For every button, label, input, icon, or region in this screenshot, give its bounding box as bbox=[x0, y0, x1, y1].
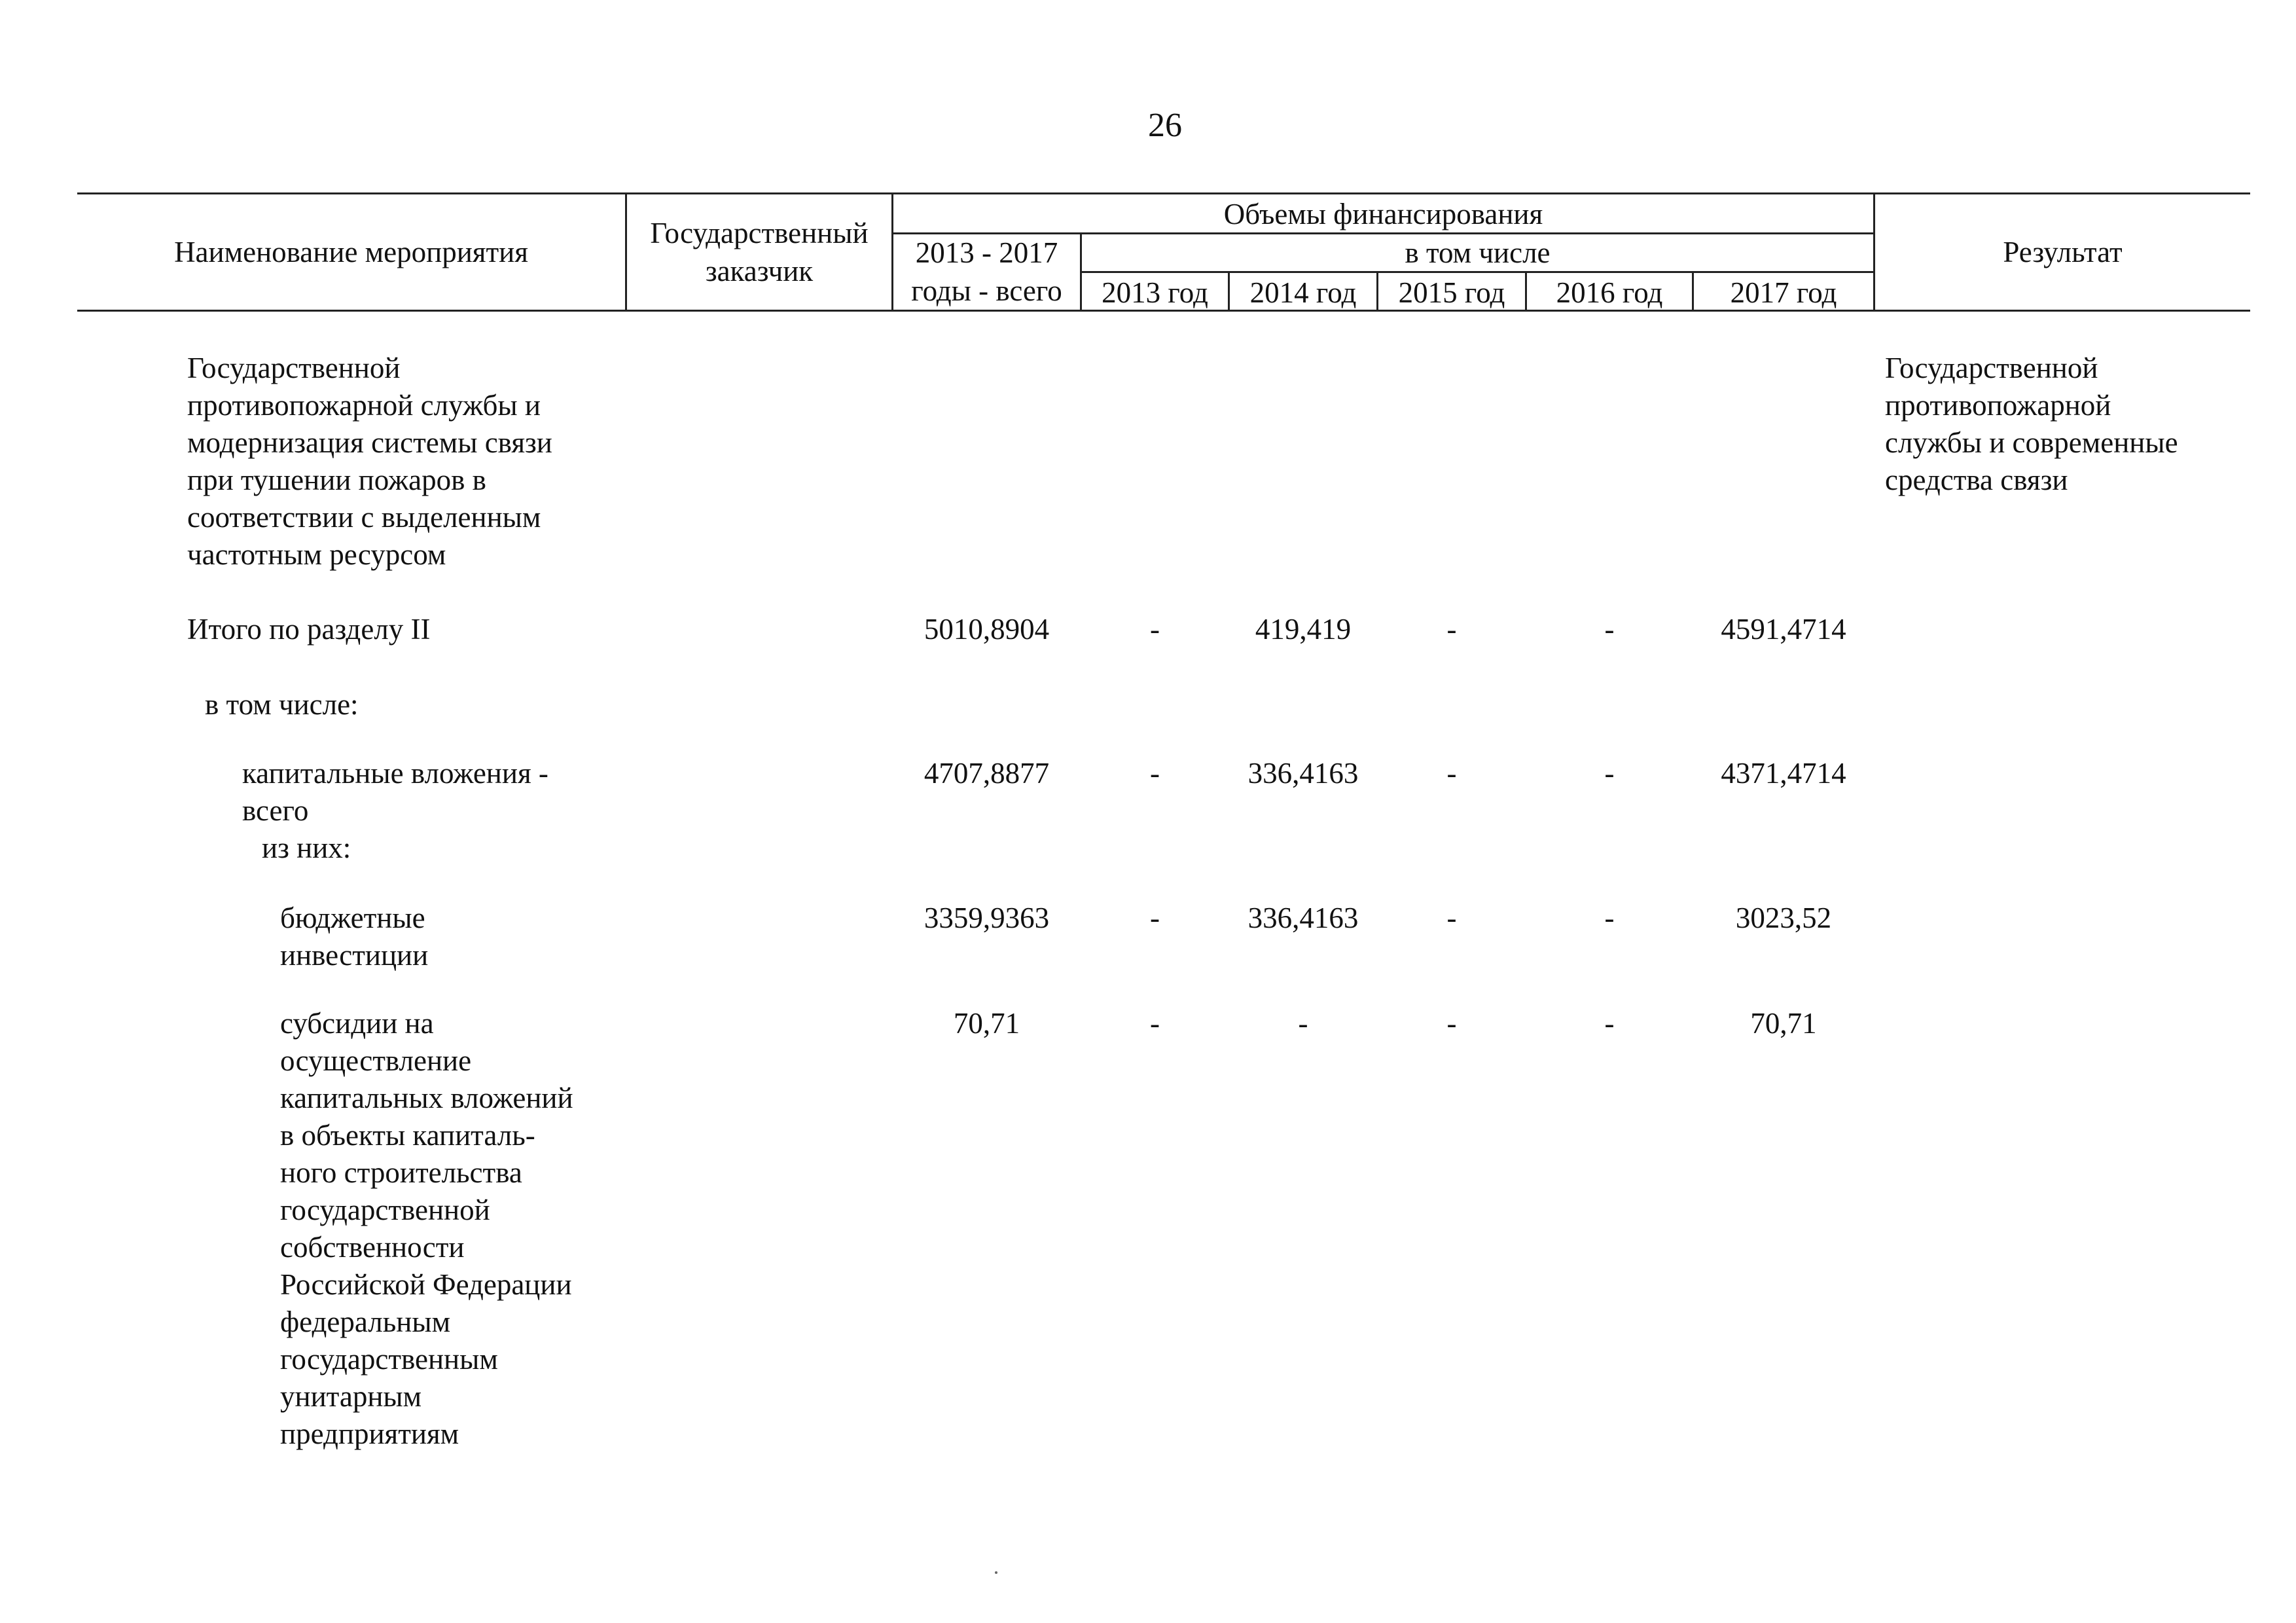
header-customer: Государственный заказчик bbox=[650, 217, 869, 287]
value-2015: - bbox=[1446, 613, 1457, 646]
header-result: Результат bbox=[2003, 236, 2123, 268]
value-2015: - bbox=[1446, 902, 1457, 934]
header-year-2016: 2016 год bbox=[1556, 276, 1663, 309]
value-2016: - bbox=[1604, 902, 1615, 934]
scan-speck bbox=[995, 1571, 997, 1574]
value-total: 70,71 bbox=[953, 1007, 1020, 1040]
header-year-2013: 2013 год bbox=[1102, 276, 1208, 309]
value-2016: - bbox=[1604, 613, 1615, 646]
value-2016: - bbox=[1604, 757, 1615, 790]
page-number: 26 bbox=[1148, 107, 1182, 144]
header-total: 2013 - 2017 годы - всего bbox=[911, 236, 1062, 307]
value-2014: 419,419 bbox=[1255, 613, 1352, 646]
header-top-rule bbox=[77, 192, 2250, 194]
value-2017: 70,71 bbox=[1750, 1007, 1817, 1040]
value-2013: - bbox=[1150, 1007, 1160, 1040]
row-label: в том числе: bbox=[205, 688, 359, 721]
value-2014: 336,4163 bbox=[1247, 757, 1359, 790]
header-year-2014: 2014 год bbox=[1249, 276, 1357, 309]
value-2013: - bbox=[1150, 902, 1160, 934]
activity-name: Государственной противопожарной службы и модернизация системы связи при тушении пожаров в соответствии с выделенным частотным ресурсом bbox=[187, 352, 552, 571]
value-2017: 4371,4714 bbox=[1721, 757, 1846, 790]
value-total: 4707,8877 bbox=[924, 757, 1050, 790]
value-total: 5010,8904 bbox=[924, 613, 1050, 646]
header-including: в том числе bbox=[1405, 236, 1551, 269]
value-2014: 336,4163 bbox=[1247, 902, 1359, 934]
header-funding: Объемы финансирования bbox=[1223, 198, 1543, 230]
row-label: капитальные вложения - всего из них: bbox=[242, 757, 548, 864]
row-label: субсидии на осуществление капитальных вложений в объекты капиталь- ного строительства государственной собственности Российской Федерации федеральным государственным унитарным предприятиям bbox=[280, 1007, 573, 1450]
header-year-2017: 2017 год bbox=[1730, 276, 1837, 309]
value-2016: - bbox=[1604, 1007, 1615, 1040]
value-2013: - bbox=[1150, 757, 1160, 790]
value-2015: - bbox=[1446, 1007, 1457, 1040]
value-2013: - bbox=[1150, 613, 1160, 646]
row-label: Итого по разделу II bbox=[187, 613, 431, 646]
row-label: бюджетные инвестиции bbox=[280, 902, 429, 972]
header-year-2015: 2015 год bbox=[1398, 276, 1505, 309]
value-2014: - bbox=[1298, 1007, 1308, 1040]
value-2017: 3023,52 bbox=[1735, 902, 1832, 934]
result-text: Государственной противопожарной службы и современные средства связи bbox=[1885, 352, 2178, 496]
value-total: 3359,9363 bbox=[924, 902, 1050, 934]
value-2017: 4591,4714 bbox=[1721, 613, 1846, 646]
header-name: Наименование мероприятия bbox=[174, 236, 528, 268]
value-2015: - bbox=[1446, 757, 1457, 790]
